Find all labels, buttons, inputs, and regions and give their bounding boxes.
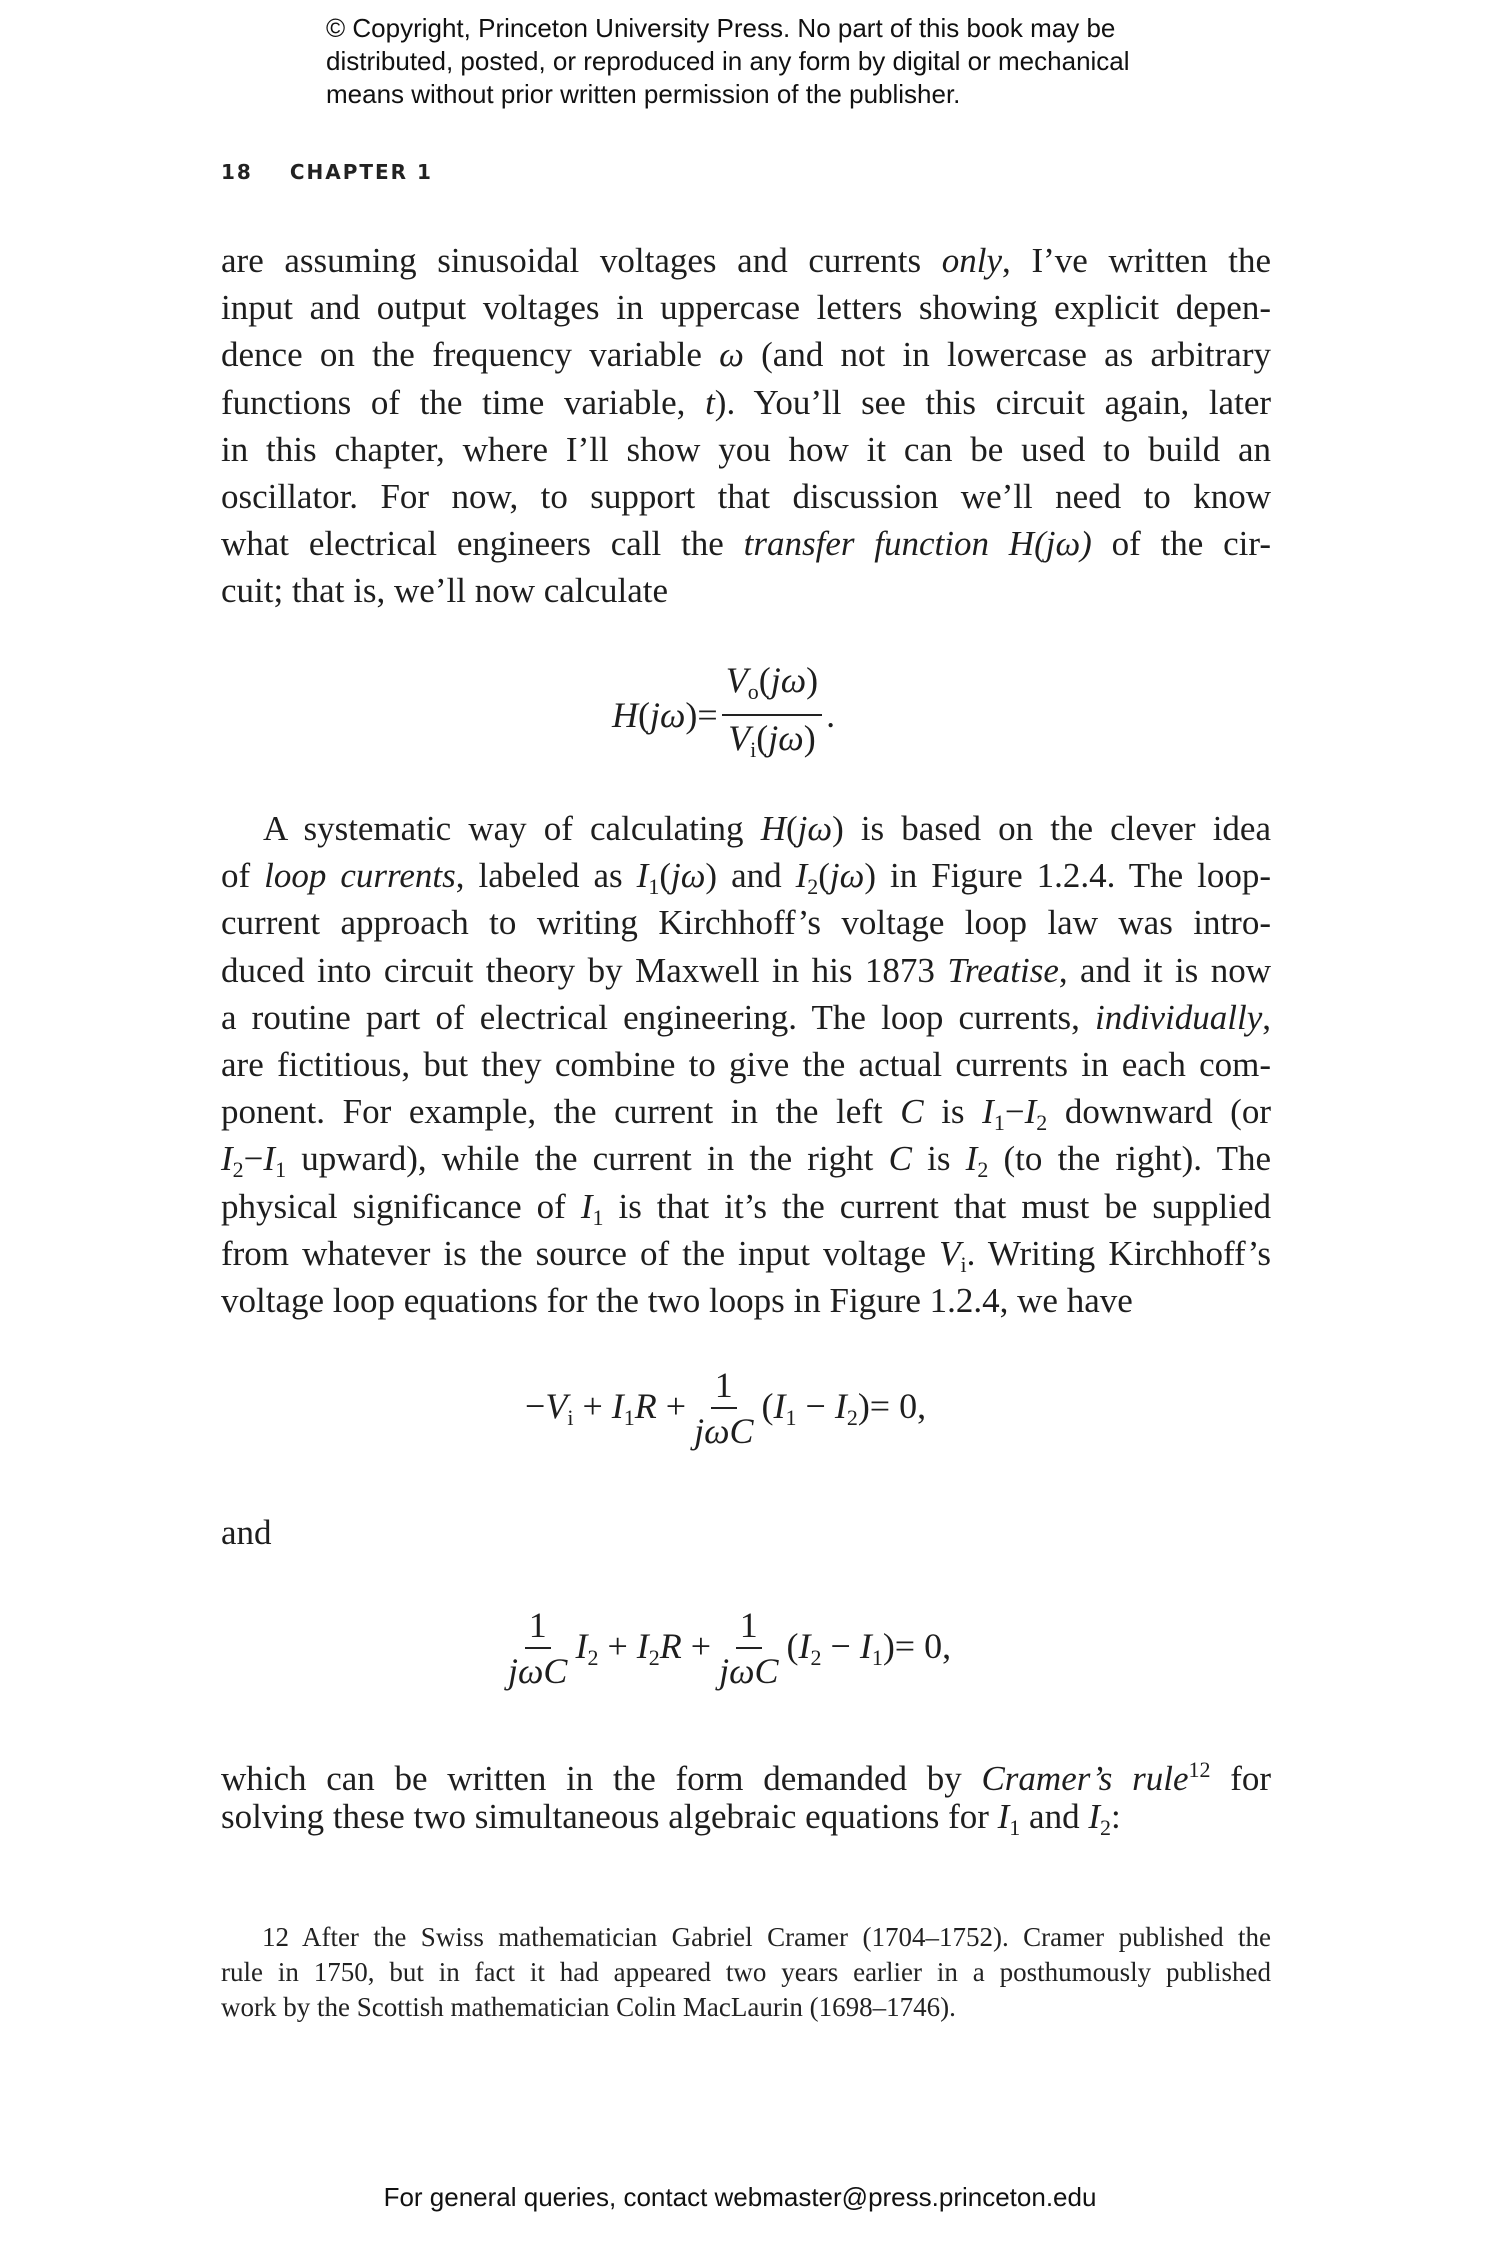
italic-text: jω bbox=[650, 695, 686, 735]
italic-text: ω bbox=[719, 335, 744, 375]
text-run: is bbox=[911, 1139, 966, 1179]
equation-term bbox=[826, 694, 835, 736]
italic-text: C bbox=[888, 1139, 912, 1179]
italic-text: R bbox=[659, 1626, 682, 1666]
subscript: 1 bbox=[648, 874, 660, 900]
text-run: ) bbox=[832, 809, 844, 848]
italic-text: only bbox=[941, 241, 1003, 280]
body-line bbox=[221, 239, 1271, 283]
text-run: input and output voltages in uppercase letters showing explicit depen- bbox=[221, 288, 1271, 328]
text-run: functions of the time variable, bbox=[221, 382, 706, 422]
italic-text: I bbox=[221, 1139, 233, 1179]
subscript: 2 bbox=[977, 1157, 989, 1183]
text-run: ( bbox=[818, 856, 830, 896]
italic-text: I bbox=[834, 1386, 847, 1426]
subscript: 1 bbox=[592, 1204, 604, 1230]
italic-text: Treatise bbox=[947, 950, 1059, 990]
text-run: for bbox=[1210, 1759, 1272, 1798]
footnote-line: work by the Scottish mathematician Colin MacLaurin (1698–1746). bbox=[221, 1992, 956, 2022]
text-run: from whatever is the source of the input voltage bbox=[221, 1233, 940, 1273]
equation-term bbox=[575, 1625, 711, 1671]
text-run: upward), while the current in the right bbox=[286, 1139, 889, 1179]
text-run: + bbox=[598, 1626, 637, 1666]
text-run: − bbox=[525, 1386, 546, 1426]
italic-text: I bbox=[636, 856, 649, 896]
footnote-line: 12 After the Swiss mathematician Gabriel Cramer (1704–1752). Cramer published the bbox=[262, 1922, 1271, 1952]
equation-loop-1 bbox=[525, 1365, 926, 1451]
text-run: dence on the frequency variable bbox=[221, 335, 720, 375]
body-line: and bbox=[221, 1513, 272, 1552]
text-run: 1 bbox=[714, 1365, 733, 1405]
subscript: 2 bbox=[846, 1405, 858, 1430]
subscript: 2 bbox=[587, 1645, 599, 1670]
italic-text: I bbox=[263, 1139, 276, 1179]
italic-text: individually bbox=[1095, 997, 1263, 1037]
text-run: 1 bbox=[739, 1605, 758, 1645]
subscript: 2 bbox=[1100, 1815, 1111, 1841]
text-run: is that it’s the current that must be supplied bbox=[603, 1186, 1271, 1226]
text-run: (and not in lowercase as arbitrary bbox=[743, 335, 1271, 375]
equation-term bbox=[612, 694, 718, 736]
text-run: ) bbox=[803, 718, 816, 758]
italic-text: I bbox=[997, 1797, 1010, 1837]
text-run: are assuming sinusoidal voltages and currents bbox=[221, 241, 942, 280]
text-run: and bbox=[1020, 1797, 1089, 1837]
italic-text: I bbox=[795, 856, 808, 896]
subscript: i bbox=[750, 737, 757, 762]
page-footer: For general queries, contact webmaster@press.princeton.edu bbox=[383, 2182, 1097, 2212]
text-run: ( bbox=[786, 1626, 799, 1666]
italic-text: jω bbox=[797, 809, 833, 848]
italic-text: jωC bbox=[694, 1411, 754, 1451]
italic-text: transfer function H(jω) bbox=[743, 524, 1092, 564]
body-line bbox=[221, 286, 1271, 330]
italic-text: R bbox=[634, 1386, 657, 1426]
subscript: o bbox=[747, 679, 759, 704]
text-run: . bbox=[826, 695, 836, 735]
italic-text: loop currents bbox=[264, 856, 456, 896]
text-run: oscillator. For now, to support that discussion we’ll need to know bbox=[221, 477, 1271, 516]
text-run: duced into circuit theory by Maxwell in his 1873 bbox=[221, 950, 948, 990]
text-run: of the cir- bbox=[1091, 524, 1271, 564]
equation-transfer-function bbox=[612, 660, 835, 770]
italic-text: I bbox=[636, 1626, 649, 1666]
text-run: ) and bbox=[705, 856, 796, 896]
equation-term bbox=[525, 1385, 686, 1431]
text-run: − bbox=[796, 1386, 835, 1426]
body-line bbox=[221, 949, 1271, 993]
copyright-line: means without prior written permission of the publisher. bbox=[326, 79, 961, 109]
fraction bbox=[504, 1605, 571, 1691]
text-run: physical significance of bbox=[221, 1186, 581, 1226]
equation-term bbox=[787, 1625, 952, 1671]
body-line bbox=[221, 428, 1271, 472]
text-run: what electrical engineers call the bbox=[221, 524, 744, 564]
copyright-line: distributed, posted, or reproduced in any form by digital or mechanical bbox=[326, 46, 1130, 76]
italic-text: jω bbox=[829, 856, 865, 896]
italic-text: Cramer’s rule bbox=[981, 1759, 1189, 1798]
body-line bbox=[221, 1043, 1271, 1087]
body-line bbox=[221, 996, 1271, 1040]
text-run: , labeled as bbox=[455, 856, 637, 896]
italic-text: jω bbox=[768, 718, 804, 758]
text-run: )= 0, bbox=[882, 1626, 952, 1666]
body-line bbox=[221, 569, 1271, 613]
body-line bbox=[221, 1748, 1271, 1801]
body-line bbox=[221, 475, 1271, 519]
italic-text: I bbox=[575, 1626, 588, 1666]
denominator bbox=[724, 716, 820, 770]
body-line bbox=[221, 901, 1271, 945]
equation-loop-2 bbox=[500, 1605, 951, 1691]
numerator bbox=[711, 1365, 737, 1409]
subscript: 1 bbox=[785, 1405, 797, 1430]
text-run: a routine part of electrical engineering. The loop currents, bbox=[221, 997, 1096, 1037]
subscript: 1 bbox=[993, 1110, 1005, 1136]
denominator bbox=[715, 1649, 782, 1691]
equation-term bbox=[762, 1385, 927, 1431]
italic-text: I bbox=[859, 1626, 872, 1666]
italic-text: I bbox=[965, 1139, 978, 1179]
text-run: ponent. For example, the current in the left bbox=[221, 1092, 901, 1132]
text-run: , bbox=[1262, 997, 1271, 1037]
text-run: are fictitious, but they combine to give the actual currents in each com- bbox=[221, 1045, 1271, 1084]
text-run: ) in Figure 1.2.4. The loop- bbox=[864, 856, 1271, 896]
text-run: , and it is now bbox=[1058, 950, 1272, 990]
subscript: 1 bbox=[1009, 1815, 1021, 1841]
italic-text: jω bbox=[670, 856, 706, 896]
numerator bbox=[736, 1605, 762, 1649]
text-run: is bbox=[923, 1092, 983, 1132]
text-run: . Writing Kirchhoff’s bbox=[966, 1233, 1271, 1273]
italic-text: V bbox=[725, 660, 748, 700]
body-line bbox=[263, 807, 1271, 851]
text-run: ( bbox=[756, 718, 769, 758]
text-run: ( bbox=[761, 1386, 774, 1426]
text-run: in this chapter, where I’ll show you how it can be used to build an bbox=[221, 429, 1271, 469]
text-run: voltage loop equations for the two loops in Figure 1.2.4, we have bbox=[221, 1281, 1133, 1320]
italic-text: jωC bbox=[719, 1651, 779, 1691]
text-run: ( bbox=[638, 695, 650, 735]
text-run: solving these two simultaneous algebraic equations for bbox=[221, 1797, 998, 1837]
subscript: 2 bbox=[810, 1645, 822, 1670]
subscript: 2 bbox=[648, 1645, 660, 1670]
italic-text: V bbox=[728, 718, 751, 758]
text-run: cuit; that is, we’ll now calculate bbox=[221, 571, 669, 611]
text-run: + bbox=[573, 1386, 612, 1426]
text-run: ( bbox=[758, 660, 771, 700]
text-run: )= bbox=[685, 695, 718, 735]
text-run: + bbox=[656, 1386, 687, 1426]
italic-text: I bbox=[611, 1386, 624, 1426]
text-run: )= 0, bbox=[857, 1386, 927, 1426]
page-number: 18 bbox=[221, 160, 253, 184]
text-run: of bbox=[221, 856, 265, 896]
body-line bbox=[221, 1279, 1271, 1323]
text-run: (to the right). The bbox=[988, 1139, 1271, 1179]
italic-text: I bbox=[798, 1626, 811, 1666]
denominator bbox=[690, 1409, 757, 1451]
text-run: + bbox=[681, 1626, 712, 1666]
subscript: 1 bbox=[623, 1405, 635, 1430]
running-head bbox=[221, 160, 433, 184]
footnote-ref: 12 bbox=[1188, 1757, 1211, 1782]
italic-text: V bbox=[939, 1233, 961, 1273]
text-run: 1 bbox=[528, 1605, 547, 1645]
text-run: − bbox=[1004, 1092, 1025, 1132]
numerator bbox=[722, 660, 822, 716]
italic-text: I bbox=[1024, 1092, 1037, 1132]
body-line bbox=[221, 522, 1271, 566]
subscript: i bbox=[567, 1405, 574, 1430]
text-run: is based on the clever idea bbox=[843, 809, 1271, 848]
subscript: 1 bbox=[871, 1645, 883, 1670]
text-run: downward (or bbox=[1047, 1092, 1271, 1132]
subscript: 2 bbox=[232, 1157, 244, 1183]
subscript: 2 bbox=[1036, 1110, 1048, 1136]
italic-text: H bbox=[760, 809, 786, 848]
fraction bbox=[715, 1605, 782, 1691]
body-line bbox=[221, 1795, 1271, 1850]
body-line bbox=[221, 333, 1271, 377]
italic-text: C bbox=[900, 1092, 924, 1132]
denominator bbox=[504, 1649, 571, 1691]
italic-text: jωC bbox=[508, 1651, 568, 1691]
chapter-label: CHAPTER 1 bbox=[289, 160, 433, 184]
numerator bbox=[525, 1605, 551, 1649]
italic-text: I bbox=[982, 1092, 994, 1132]
text-run: ) bbox=[806, 660, 819, 700]
italic-text: I bbox=[1088, 1797, 1100, 1837]
text-run: − bbox=[821, 1626, 860, 1666]
text-run: ). You’ll see this circuit again, later bbox=[714, 382, 1272, 422]
text-run: − bbox=[243, 1139, 264, 1179]
italic-text: t bbox=[705, 382, 715, 422]
footnote-line: rule in 1750, but in fact it had appeared two years earlier in a posthumously published bbox=[221, 1957, 1271, 1987]
italic-text: I bbox=[773, 1386, 786, 1426]
italic-text: H bbox=[612, 695, 638, 735]
body-line bbox=[221, 381, 1271, 425]
copyright-line: © Copyright, Princeton University Press. No part of this book may be bbox=[326, 13, 1116, 43]
text-run: , I’ve written the bbox=[1002, 241, 1272, 280]
fraction bbox=[722, 660, 822, 770]
italic-text: I bbox=[580, 1186, 593, 1226]
text-run: A systematic way of calculating bbox=[263, 809, 761, 848]
subscript: i bbox=[960, 1251, 967, 1277]
text-run: which can be written in the form demanded by bbox=[221, 1759, 982, 1798]
fraction bbox=[690, 1365, 757, 1451]
text-run: ( bbox=[659, 856, 671, 896]
text-run: ( bbox=[785, 809, 798, 848]
italic-text: jω bbox=[770, 660, 807, 700]
subscript: 1 bbox=[275, 1157, 287, 1183]
subscript: 2 bbox=[807, 874, 819, 900]
italic-text: V bbox=[545, 1386, 568, 1426]
text-run: : bbox=[1111, 1797, 1121, 1837]
text-run: current approach to writing Kirchhoff’s voltage loop law was intro- bbox=[221, 903, 1271, 943]
